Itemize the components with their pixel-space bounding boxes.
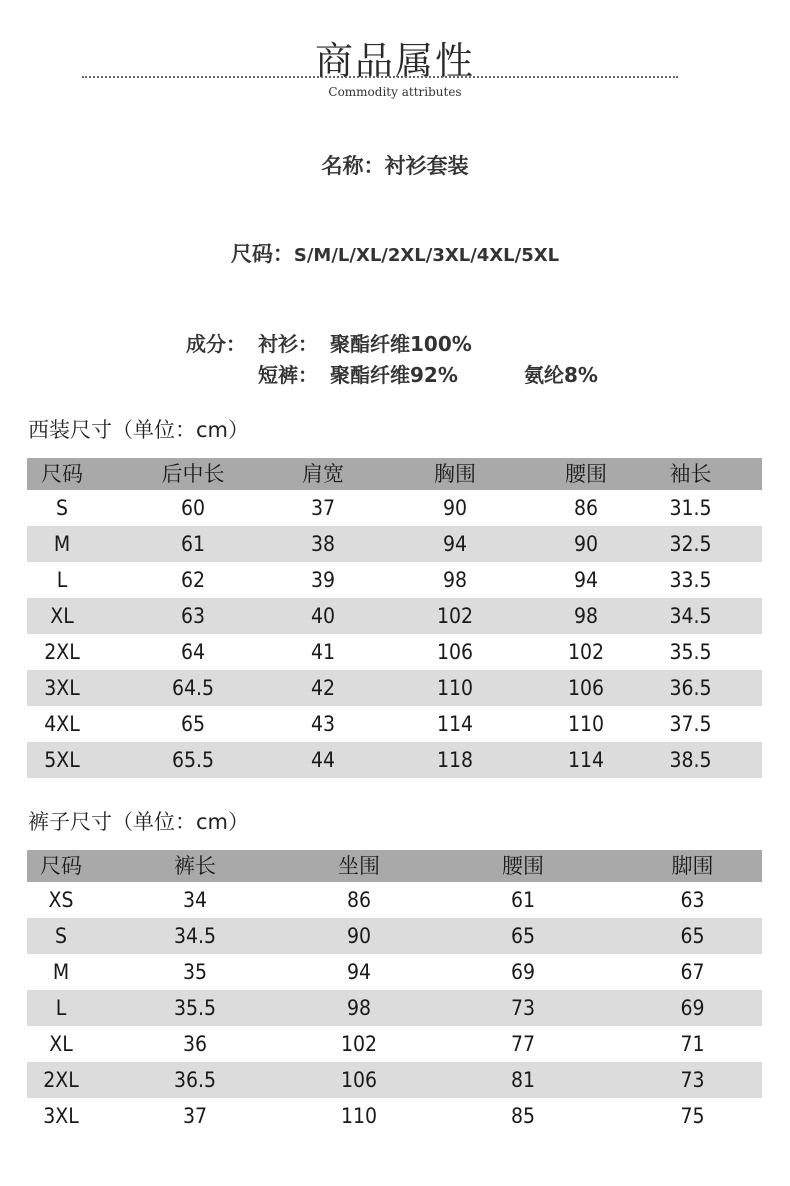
name-value: 衬衫套装 (384, 154, 469, 178)
table-cell: 38.5 (619, 742, 762, 778)
table-cell: 36.5 (95, 1062, 295, 1098)
table-cell: 102 (340, 1032, 378, 1056)
table-row (27, 670, 762, 706)
table-cell: 90 (442, 496, 468, 520)
column-header: 袖长 (619, 458, 762, 490)
table-cell: L (56, 568, 68, 592)
table-cell: L (27, 990, 95, 1026)
table-cell: 90 (295, 918, 423, 954)
table-row (27, 742, 762, 778)
column-header: 肩宽 (289, 458, 357, 490)
table-header-row (27, 458, 762, 490)
table-cell: 3XL (43, 1104, 79, 1128)
table-cell: 34 (182, 888, 208, 912)
table-cell: 61 (510, 888, 536, 912)
table-cell: 2XL (44, 640, 80, 664)
table-cell: 36.5 (619, 670, 762, 706)
table-cell: 60 (180, 496, 206, 520)
table-cell: 33.5 (669, 568, 712, 592)
table-row (27, 1062, 762, 1098)
table-cell: 64.5 (97, 670, 289, 706)
table-row (27, 706, 762, 742)
table-cell: 65 (423, 918, 623, 954)
size-label: 尺码： (230, 242, 294, 266)
table-cell: 98 (442, 568, 468, 592)
table-cell: S (27, 918, 95, 954)
table-cell: 118 (357, 742, 553, 778)
table-cell: 43 (310, 712, 336, 736)
table-row (27, 598, 762, 634)
table-cell: 94 (573, 568, 599, 592)
table-cell: 110 (357, 670, 553, 706)
table-cell: 34.5 (619, 598, 762, 634)
product-name-line (0, 150, 790, 180)
table-cell: 98 (295, 990, 423, 1026)
table-cell: 67 (680, 960, 705, 984)
table-cell: 90 (553, 526, 619, 562)
table-cell: 86 (573, 496, 599, 520)
table-cell: 35.5 (669, 640, 712, 664)
table-cell: 106 (436, 640, 474, 664)
table-cell: 85 (510, 1104, 536, 1128)
table-cell: 69 (623, 990, 762, 1026)
table-cell: 71 (680, 1032, 705, 1056)
table-cell: 3XL (27, 670, 97, 706)
column-header: 胸围 (357, 458, 553, 490)
table-cell: 102 (357, 598, 553, 634)
table-row (27, 490, 762, 526)
table-header-row (27, 850, 762, 882)
page-subtitle: Commodity attributes (328, 85, 462, 99)
pants-table-title: 裤子尺寸（单位：cm） (28, 810, 250, 834)
table-row (27, 526, 762, 562)
column-header: 脚围 (623, 850, 762, 882)
table-cell: 63 (680, 888, 705, 912)
table-cell: M (52, 960, 70, 984)
table-cell: 102 (567, 640, 605, 664)
column-header: 后中长 (97, 458, 289, 490)
column-header: 裤长 (95, 850, 295, 882)
column-header: 尺码 (27, 458, 97, 490)
shorts-composition: 聚酯纤维92% (330, 363, 458, 387)
name-label: 名称： (321, 154, 385, 178)
shirt-label: 衬衫： (258, 332, 318, 356)
column-header: 腰围 (423, 850, 623, 882)
table-cell: 2XL (27, 1062, 95, 1098)
suit-size-table (27, 458, 762, 778)
table-cell: 36 (182, 1032, 208, 1056)
table-cell: 114 (436, 712, 474, 736)
table-cell: 35.5 (95, 990, 295, 1026)
table-row (27, 562, 762, 598)
table-cell: 65 (623, 918, 762, 954)
table-cell: M (27, 526, 97, 562)
table-cell: 81 (423, 1062, 623, 1098)
table-cell: 86 (346, 888, 372, 912)
pants-size-table (27, 850, 762, 1134)
table-cell: 61 (97, 526, 289, 562)
shorts-composition-2: 氨纶8% (524, 363, 598, 387)
table-cell: 106 (553, 670, 619, 706)
shorts-label: 短裤： (258, 363, 318, 387)
table-cell: 94 (346, 960, 372, 984)
table-cell: 73 (423, 990, 623, 1026)
dotted-divider (82, 76, 678, 78)
table-cell: 106 (295, 1062, 423, 1098)
table-cell: 37.5 (669, 712, 712, 736)
table-cell: 77 (510, 1032, 536, 1056)
column-header: 坐围 (295, 850, 423, 882)
size-line (0, 238, 790, 268)
column-header: 尺码 (27, 850, 95, 882)
table-row (27, 990, 762, 1026)
table-cell: 73 (623, 1062, 762, 1098)
table-cell: 65.5 (97, 742, 289, 778)
table-cell: 40 (289, 598, 357, 634)
table-cell: 75 (680, 1104, 705, 1128)
table-cell: 63 (97, 598, 289, 634)
table-cell: 98 (553, 598, 619, 634)
table-cell: 42 (289, 670, 357, 706)
table-cell: 110 (567, 712, 605, 736)
table-cell: XL (49, 1032, 73, 1056)
shirt-composition: 聚酯纤维100% (330, 332, 472, 356)
composition-label: 成分： (186, 332, 246, 356)
table-cell: 64 (180, 640, 206, 664)
table-cell: 62 (180, 568, 206, 592)
suit-table-title: 西装尺寸（单位：cm） (28, 418, 250, 442)
table-row (27, 954, 762, 990)
table-row (27, 1098, 762, 1134)
table-row (27, 1026, 762, 1062)
table-cell: 44 (289, 742, 357, 778)
table-cell: 32.5 (619, 526, 762, 562)
size-value: S/M/L/XL/2XL/3XL/4XL/5XL (293, 245, 560, 266)
table-cell: 35 (182, 960, 208, 984)
table-row (27, 918, 762, 954)
table-row (27, 882, 762, 918)
table-cell: 4XL (44, 712, 80, 736)
table-cell: 37 (182, 1104, 208, 1128)
table-cell: 37 (310, 496, 336, 520)
table-cell: 39 (310, 568, 336, 592)
table-cell: 41 (310, 640, 336, 664)
table-cell: 31.5 (669, 496, 712, 520)
table-row (27, 634, 762, 670)
table-cell: XL (27, 598, 97, 634)
table-cell: 38 (289, 526, 357, 562)
table-cell: 69 (510, 960, 536, 984)
table-cell: 34.5 (95, 918, 295, 954)
table-cell: S (56, 496, 68, 520)
table-cell: XS (48, 888, 74, 912)
table-cell: 114 (553, 742, 619, 778)
table-cell: 110 (340, 1104, 378, 1128)
table-cell: 5XL (27, 742, 97, 778)
page-title: 商品属性 (314, 39, 475, 83)
table-cell: 94 (357, 526, 553, 562)
column-header: 腰围 (553, 458, 619, 490)
table-cell: 65 (180, 712, 206, 736)
